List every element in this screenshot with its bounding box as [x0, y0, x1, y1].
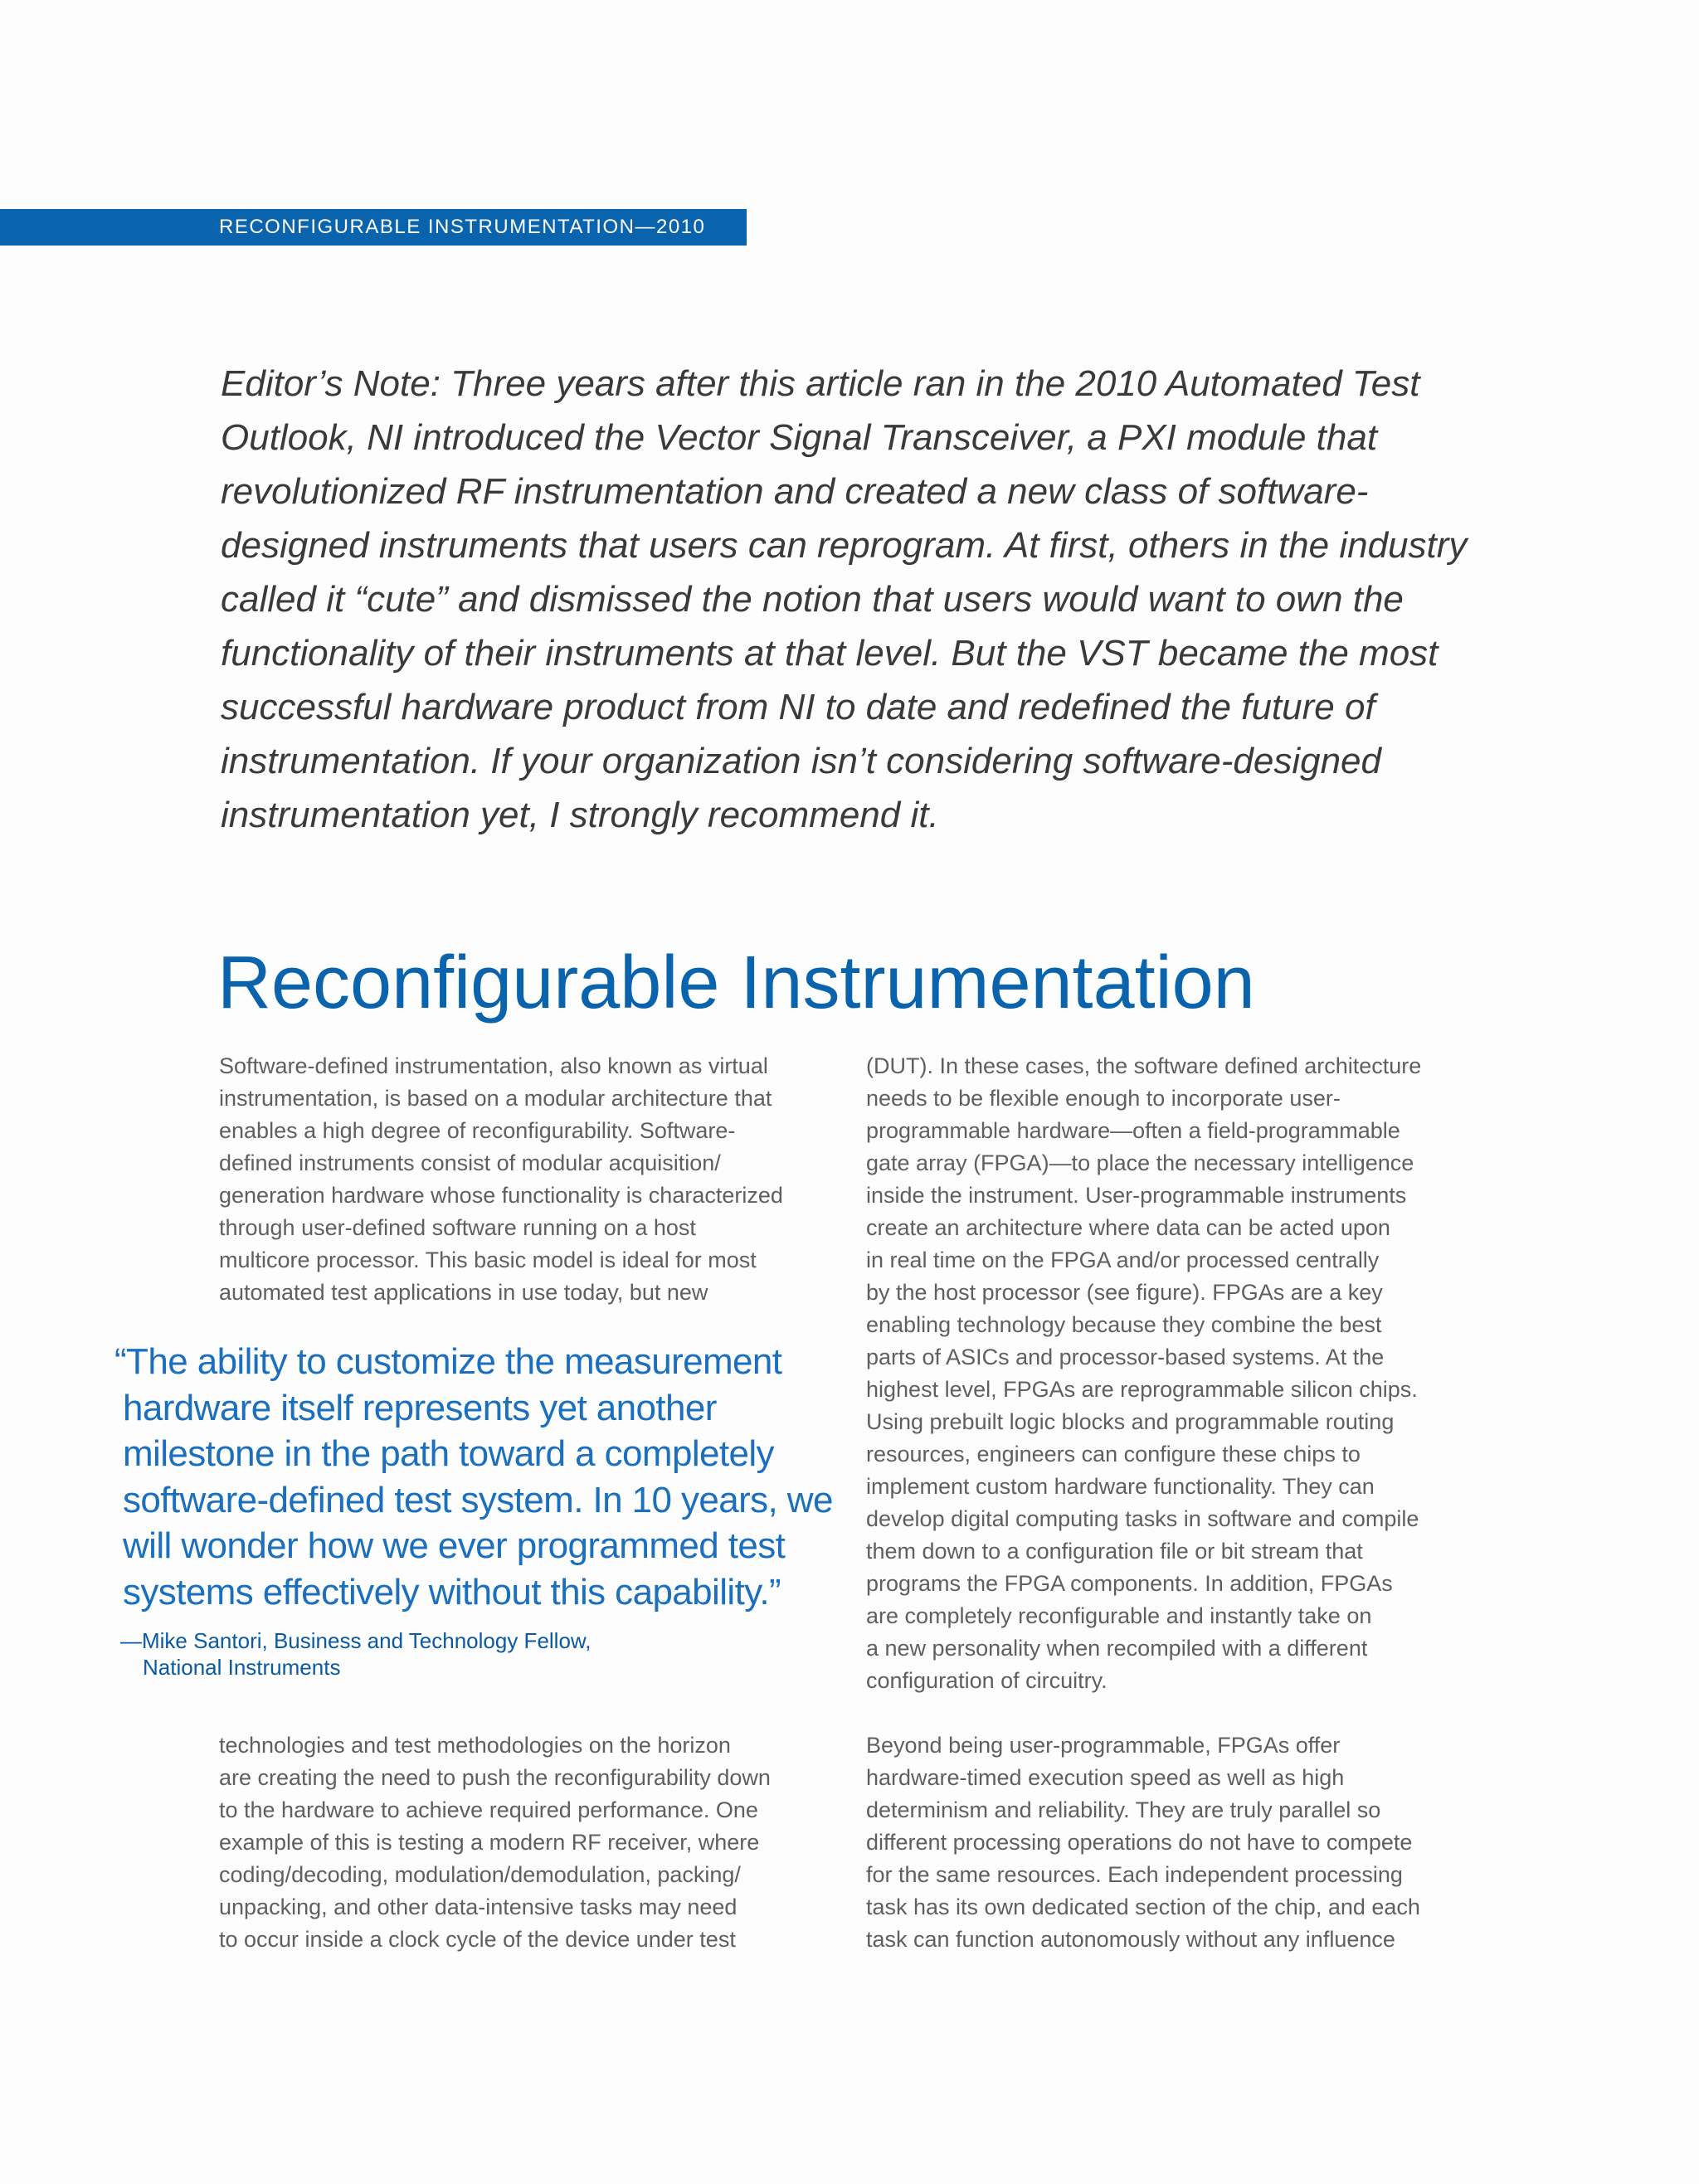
editor-note-line: Outlook, NI introduced the Vector Signal Transceiver, a PXI module that [221, 417, 1378, 458]
body-line: parts of ASICs and processor-based systems. At the [866, 1345, 1385, 1369]
body-line: configuration of circuitry. [866, 1668, 1108, 1693]
attribution-line: —Mike Santori, Business and Technology Fellow, [120, 1628, 591, 1653]
body-line: by the host processor (see figure). FPGAs are a key [866, 1280, 1383, 1305]
body-column-right-top [866, 1050, 1421, 1697]
body-line: enabling technology because they combine the best [866, 1312, 1382, 1337]
body-line: enables a high degree of reconfigurability. Software- [219, 1118, 736, 1143]
body-line: to occur inside a clock cycle of the device under test [219, 1927, 736, 1952]
pull-quote-line: will wonder how we ever programmed test [123, 1525, 786, 1566]
body-line: in real time on the FPGA and/or processed centrally [866, 1248, 1380, 1272]
body-line: inside the instrument. User-programmable instruments [866, 1183, 1407, 1208]
editor-note-line: called it “cute” and dismissed the notion that users would want to own the [221, 579, 1404, 620]
editor-note-line: successful hardware product from NI to date and redefined the future of [221, 687, 1375, 727]
body-line: unpacking, and other data-intensive tasks may need [219, 1895, 738, 1919]
attribution-line: National Instruments [143, 1655, 341, 1680]
body-line: for the same resources. Each independent processing [866, 1862, 1403, 1887]
pull-quote-attribution [120, 1627, 591, 1681]
body-column-left-bottom [219, 1729, 771, 1956]
pull-quote-line: software-defined test system. In 10 years, we [123, 1479, 833, 1520]
pull-quote-line: “The ability to customize the measurement [114, 1341, 782, 1382]
body-column-right-bottom [866, 1729, 1420, 1956]
body-line: generation hardware whose functionality is characterized [219, 1183, 783, 1208]
body-line: multicore processor. This basic model is ideal for most [219, 1248, 757, 1272]
editor-note-line: revolutionized RF instrumentation and created a new class of software- [221, 471, 1369, 512]
editor-note-line: designed instruments that users can reprogram. At first, others in the industry [221, 525, 1468, 566]
body-line: implement custom hardware functionality. They can [866, 1474, 1375, 1499]
body-line: instrumentation, is based on a modular architecture that [219, 1086, 772, 1111]
body-line: are creating the need to push the reconfigurability down [219, 1765, 771, 1790]
body-line: different processing operations do not have to compete [866, 1830, 1413, 1855]
body-line: develop digital computing tasks in software and compile [866, 1506, 1419, 1531]
body-line: automated test applications in use today, but new [219, 1280, 708, 1305]
editor-note-line: instrumentation yet, I strongly recommend it. [221, 795, 939, 835]
body-line: gate array (FPGA)—to place the necessary intelligence [866, 1150, 1414, 1175]
body-line: hardware-timed execution speed as well as high [866, 1765, 1345, 1790]
body-line: task can function autonomously without any influence [866, 1927, 1395, 1952]
section-header-band [0, 209, 747, 246]
body-line: highest level, FPGAs are reprogrammable silicon chips. [866, 1377, 1418, 1402]
body-line: programmable hardware—often a field-programmable [866, 1118, 1400, 1143]
editor-note-line: functionality of their instruments at that level. But the VST became the most [221, 633, 1439, 674]
body-line: Using prebuilt logic blocks and programmable routing [866, 1409, 1395, 1434]
body-line: a new personality when recompiled with a different [866, 1636, 1368, 1661]
body-line: (DUT). In these cases, the software defined architecture [866, 1053, 1422, 1078]
body-line: example of this is testing a modern RF receiver, where [219, 1830, 760, 1855]
pull-quote-line: milestone in the path toward a completely [123, 1433, 774, 1474]
pull-quote-line: systems effectively without this capability.” [123, 1571, 781, 1612]
body-line: coding/decoding, modulation/demodulation, packing/ [219, 1862, 741, 1887]
body-line: Beyond being user-programmable, FPGAs offer [866, 1733, 1341, 1758]
body-line: are completely reconfigurable and instantly take on [866, 1603, 1372, 1628]
editor-note-line: Editor’s Note: Three years after this article ran in the 2010 Automated Test [221, 363, 1420, 404]
body-line: to the hardware to achieve required performance. One [219, 1797, 758, 1822]
body-line: defined instruments consist of modular acquisition/ [219, 1150, 721, 1175]
editor-note [221, 357, 1498, 842]
body-line: programs the FPGA components. In addition, FPGAs [866, 1571, 1393, 1596]
body-line: them down to a configuration file or bit stream that [866, 1539, 1363, 1564]
body-line: technologies and test methodologies on the horizon [219, 1733, 731, 1758]
pull-quote-line: hardware itself represents yet another [123, 1387, 717, 1428]
body-line: Software-defined instrumentation, also known as virtual [219, 1053, 768, 1078]
body-line: needs to be flexible enough to incorporate user- [866, 1086, 1341, 1111]
pull-quote [114, 1339, 833, 1615]
editor-note-line: instrumentation. If your organization isn’t considering software-designed [221, 741, 1381, 781]
body-line: create an architecture where data can be acted upon [866, 1215, 1390, 1240]
body-line: task has its own dedicated section of the chip, and each [866, 1895, 1420, 1919]
article-title: Reconfigurable Instrumentation [217, 941, 1255, 1024]
body-line: determinism and reliability. They are truly parallel so [866, 1797, 1381, 1822]
section-header-label: RECONFIGURABLE INSTRUMENTATION—2010 [219, 216, 706, 238]
body-column-left-top [219, 1050, 783, 1309]
body-line: resources, engineers can configure these chips to [866, 1442, 1361, 1467]
body-line: through user-defined software running on a host [219, 1215, 696, 1240]
